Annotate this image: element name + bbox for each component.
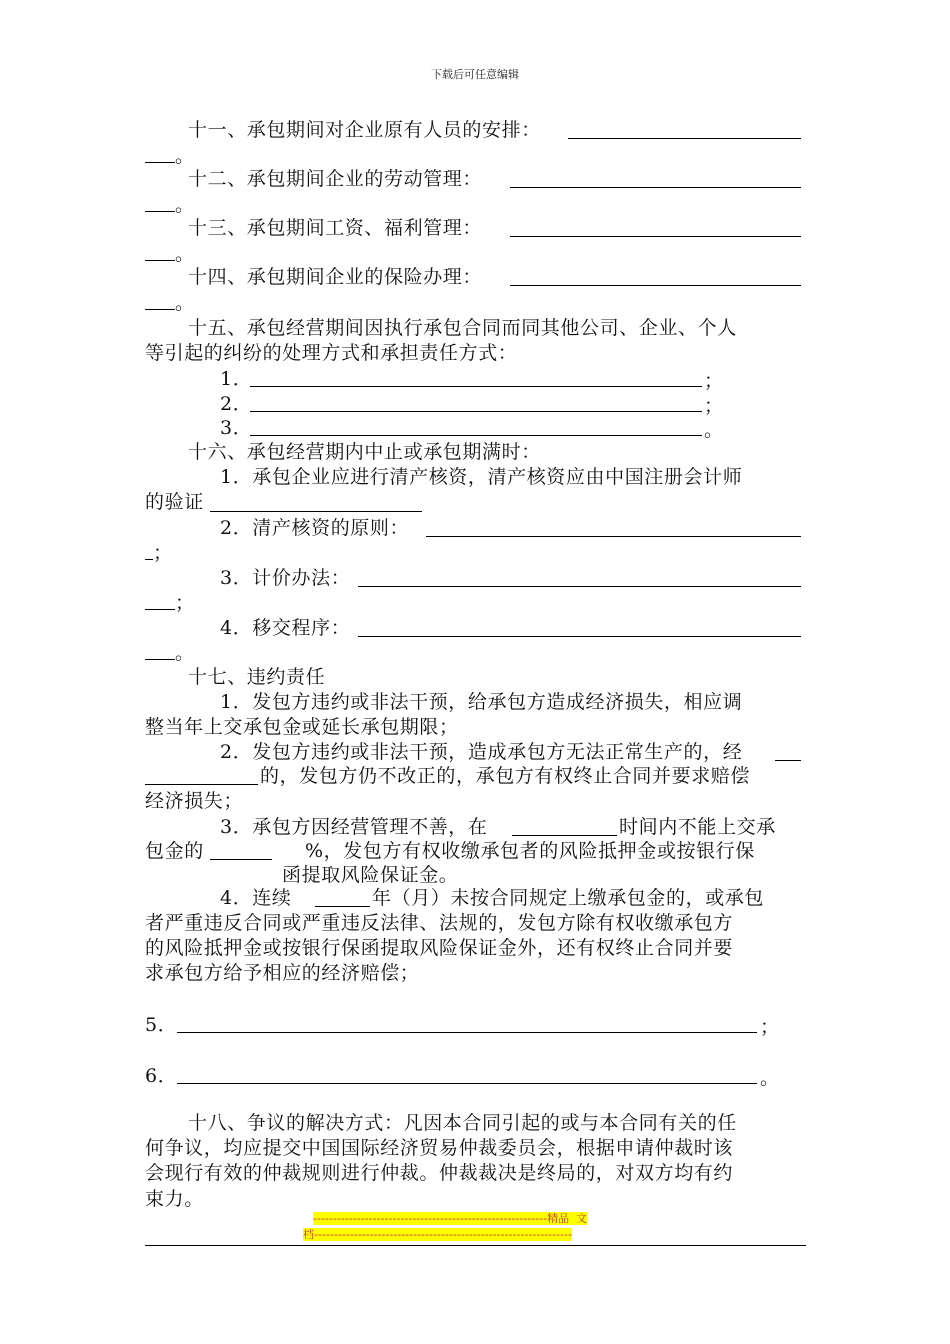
clause-17-4: 4．连续	[220, 887, 292, 909]
clause-16-3: 3．计价办法：	[220, 567, 351, 589]
blank-line	[775, 760, 801, 761]
clause-17-1: 1．发包方违约或非法干预，给承包方造成经济损失，相应调	[220, 691, 743, 713]
clause-17-4-line4: 求承包方给予相应的经济赔偿；	[145, 962, 420, 984]
clause-18: 十八、争议的解决方式：凡因本合同引起的或与本合同有关的任	[188, 1112, 737, 1134]
blank-line	[510, 187, 801, 188]
blank-line	[250, 435, 702, 436]
clause-17-1-cont: 整当年上交承包金或延长承包期限；	[145, 716, 459, 738]
punct: 。	[175, 642, 195, 664]
clause-15: 十五、承包经营期间因执行承包合同而同其他公司、企业、个人	[188, 317, 737, 339]
clause-17-2-end: 经济损失；	[145, 790, 244, 812]
clause-17: 十七、违约责任	[188, 666, 326, 688]
punct: ；	[704, 370, 724, 392]
clause-18-line2: 何争议，均应提交中国国际经济贸易仲裁委员会，根据申请仲裁时该	[145, 1137, 734, 1159]
punct: ；	[760, 1016, 780, 1038]
blank-line	[145, 559, 153, 560]
clause-17-6: 6．	[145, 1065, 178, 1087]
blank-line	[145, 784, 258, 785]
clause-17-2-cont: 的，发包方仍不改正的，承包方有权终止合同并要求赔偿	[260, 765, 751, 787]
clause-end: 。	[175, 243, 195, 265]
clause-12: 十二、承包期间企业的劳动管理：	[188, 168, 483, 190]
clause-15-cont: 等引起的纠纷的处理方式和承担责任方式：	[145, 342, 518, 364]
clause-16-1-cont: 的验证	[145, 491, 204, 513]
page-header: 下载后可任意编辑	[431, 68, 519, 81]
clause-17-3-line2: 包金的	[145, 840, 204, 862]
blank-line	[145, 309, 175, 310]
sub-item-2: 2．	[220, 393, 253, 415]
punct: ；	[704, 395, 724, 417]
blank-line	[315, 906, 370, 907]
clause-17-3: 3．承包方因经营管理不善，在	[220, 816, 488, 838]
blank-line	[177, 1083, 757, 1084]
blank-line	[250, 411, 702, 412]
punct: ；	[153, 542, 173, 564]
clause-14: 十四、承包期间企业的保险办理：	[188, 266, 483, 288]
clause-16-4: 4．移交程序：	[220, 617, 351, 639]
clause-16-2: 2．清产核资的原则：	[220, 517, 410, 539]
blank-line	[358, 586, 801, 587]
clause-18-line4: 束力。	[145, 1188, 204, 1210]
blank-line	[426, 536, 801, 537]
punct: 。	[704, 419, 724, 441]
blank-line	[177, 1032, 757, 1033]
blank-line	[145, 609, 175, 610]
blank-line	[512, 835, 617, 836]
clause-17-3-cont: 时间内不能上交承	[619, 816, 776, 838]
blank-line	[145, 260, 175, 261]
blank-line	[210, 859, 272, 860]
clause-17-4-cont: 年（月）未按合同规定上缴承包金的，或承包	[372, 887, 765, 909]
blank-line	[568, 138, 801, 139]
blank-line	[210, 511, 422, 512]
clause-17-2: 2．发包方违约或非法干预，造成承包方无法正常生产的，经	[220, 741, 743, 763]
clause-16-1: 1．承包企业应进行清产核资，清产核资应由中国注册会计师	[220, 466, 743, 488]
sub-item-1: 1．	[220, 368, 253, 390]
clause-18-line3: 会现行有效的仲裁规则进行仲裁。仲裁裁决是终局的，对双方均有约	[145, 1162, 734, 1184]
clause-end: 。	[175, 145, 195, 167]
blank-line	[510, 285, 801, 286]
blank-line	[510, 236, 801, 237]
clause-17-3-line2b: %，发包方有权收缴承包者的风险抵押金或按银行保	[305, 840, 755, 862]
clause-17-3-line3: 函提取风险保证金。	[282, 864, 459, 886]
clause-13: 十三、承包期间工资、福利管理：	[188, 217, 483, 239]
clause-16: 十六、承包经营期内中止或承包期满时：	[188, 441, 541, 463]
clause-end: 。	[175, 194, 195, 216]
blank-line	[250, 386, 702, 387]
footer-rule	[145, 1245, 806, 1246]
footer-marker-line2: 档-----------------------------------------------------------------	[303, 1228, 573, 1241]
blank-line	[145, 162, 175, 163]
footer-marker-line1: -----------------------------------------------------------精品 文	[313, 1212, 588, 1225]
blank-line	[145, 211, 175, 212]
blank-line	[145, 659, 175, 660]
clause-11: 十一、承包期间对企业原有人员的安排：	[188, 119, 541, 141]
punct: 。	[760, 1067, 780, 1089]
punct: ；	[175, 592, 195, 614]
clause-17-4-line3: 的风险抵押金或按银行保函提取风险保证金外，还有权终止合同并要	[145, 937, 734, 959]
clause-17-4-line2: 者严重违反合同或严重违反法律、法规的，发包方除有权收缴承包方	[145, 912, 734, 934]
sub-item-3: 3．	[220, 417, 253, 439]
clause-17-5: 5．	[145, 1014, 178, 1036]
blank-line	[358, 636, 801, 637]
clause-end: 。	[175, 292, 195, 314]
